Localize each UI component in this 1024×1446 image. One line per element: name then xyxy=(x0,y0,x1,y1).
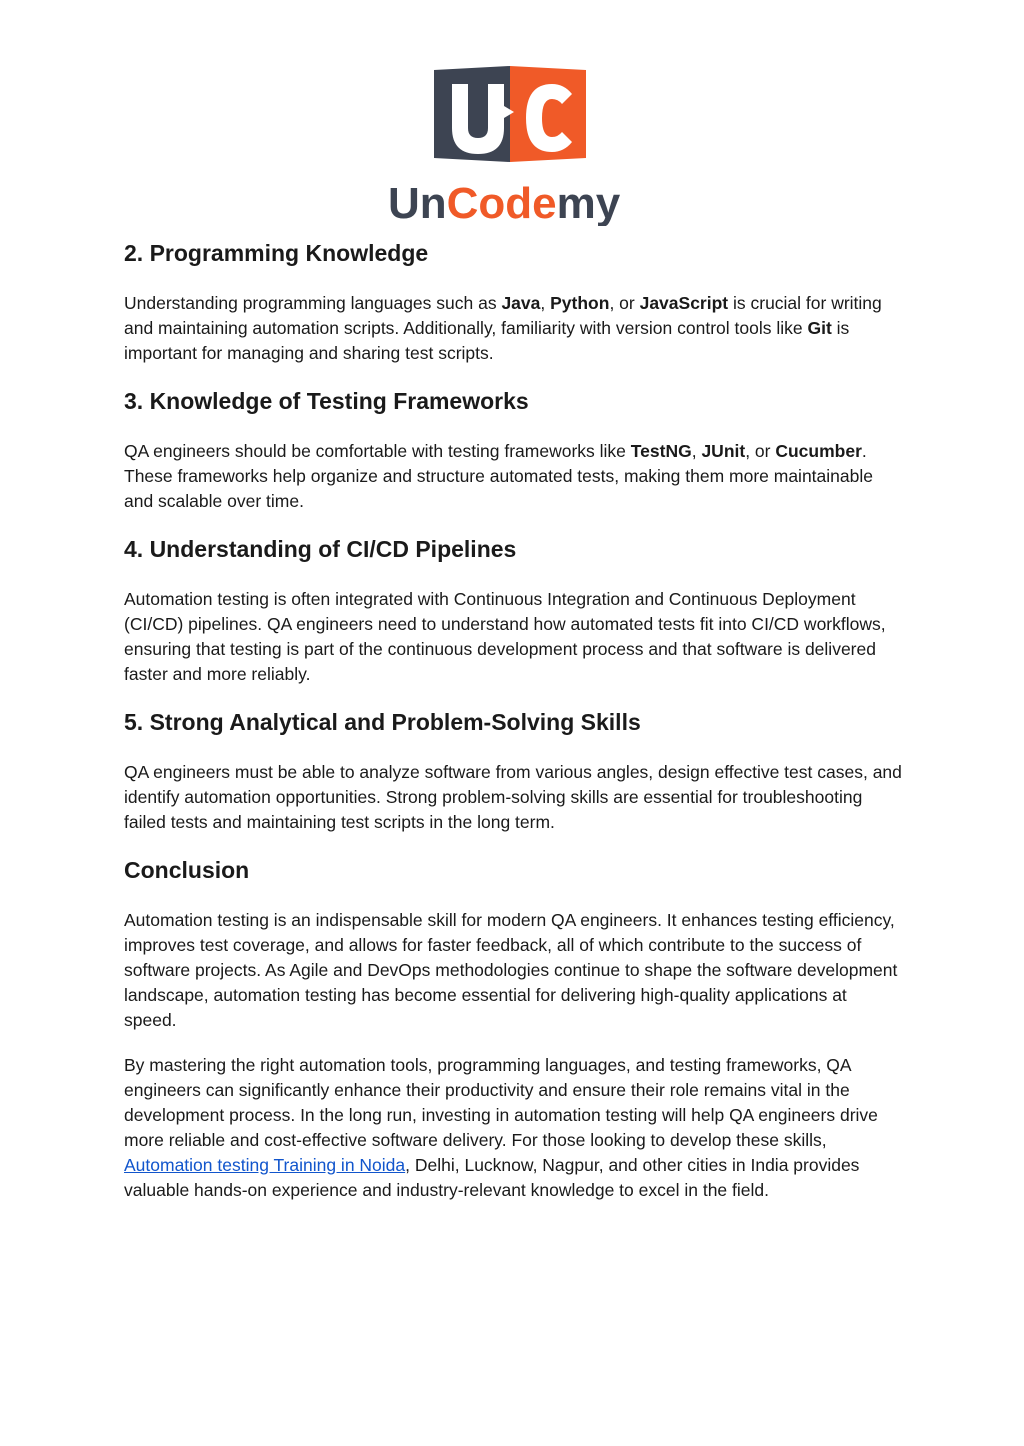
brand-wordmark: UnCodemy xyxy=(388,179,621,226)
section-paragraph: QA engineers must be able to analyze software from various angles, design effective test cases, and identify automation opportunities. Strong problem-solving skills are essential for troubleshooting failed tests and maintaining test scripts in the long term. xyxy=(124,762,902,832)
automation-training-link[interactable]: Automation testing Training in Noida xyxy=(124,1155,406,1175)
section-programming-knowledge xyxy=(124,238,904,366)
section-heading: 5. Strong Analytical and Problem-Solving Skills xyxy=(124,709,641,735)
section-conclusion xyxy=(124,855,904,1203)
uncodemy-logo xyxy=(386,66,638,226)
section-heading: 3. Knowledge of Testing Frameworks xyxy=(124,388,529,414)
document-body xyxy=(124,238,904,1223)
section-testing-frameworks xyxy=(124,386,904,514)
section-heading: 2. Programming Knowledge xyxy=(124,240,429,266)
conclusion-paragraph-1: Automation testing is an indispensable skill for modern QA engineers. It enhances testing efficiency, improves test coverage, and allows for faster feedback, all of which contribute to the success of software projects. As Agile and DevOps methodologies continue to shape the software development landscape, automation testing has become essential for delivering high-quality applications at speed. xyxy=(124,910,898,1030)
uncodemy-logo-mark xyxy=(386,66,638,226)
conclusion-heading: Conclusion xyxy=(124,857,250,883)
section-heading: 4. Understanding of CI/CD Pipelines xyxy=(124,536,517,562)
section-paragraph: QA engineers should be comfortable with testing frameworks like TestNG, JUnit, or Cucumber. These frameworks help organize and structure automated tests, making them more maintainable and scalable over time. xyxy=(124,441,873,511)
section-analytical-skills xyxy=(124,707,904,835)
section-cicd-pipelines xyxy=(124,534,904,687)
conclusion-paragraph-2: By mastering the right automation tools, programming languages, and testing frameworks, QA engineers can significantly enhance their productivity and ensure their role remains vital in the development process. In the long run, investing in automation testing will help QA engineers drive more reliable and cost-effective software delivery. For those looking to develop these skills, Automation testing Training in Noida, Delhi, Lucknow, Nagpur, and other cities in India provides valuable hands-on experience and industry-relevant knowledge to excel in the field. xyxy=(124,1055,878,1200)
section-paragraph: Understanding programming languages such as Java, Python, or JavaScript is crucial for writing and maintaining automation scripts. Additionally, familiarity with version control tools like Git is important for managing and sharing test scripts. xyxy=(124,293,882,363)
section-paragraph: Automation testing is often integrated with Continuous Integration and Continuous Deployment (CI/CD) pipelines. QA engineers need to understand how automated tests fit into CI/CD workflows, ensuring that testing is part of the continuous development process and that software is delivered faster and more reliably. xyxy=(124,589,886,684)
